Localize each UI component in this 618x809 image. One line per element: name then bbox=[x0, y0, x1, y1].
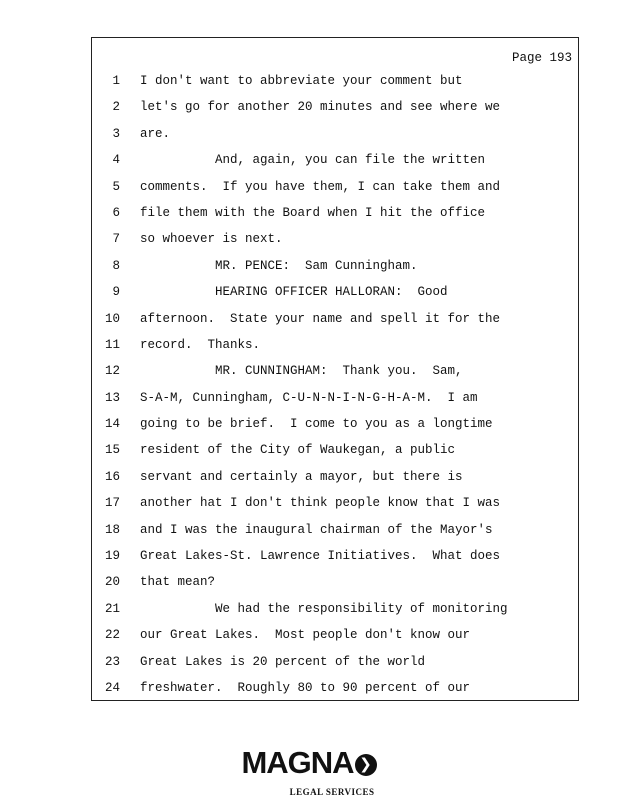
line-number: 2 bbox=[112, 100, 120, 115]
line-number: 12 bbox=[104, 364, 120, 379]
line-number: 17 bbox=[104, 496, 120, 511]
transcript-line bbox=[92, 228, 578, 254]
transcript-line bbox=[92, 360, 578, 386]
line-number: 24 bbox=[104, 680, 120, 695]
line-number: 4 bbox=[112, 153, 120, 168]
logo-tagline: LEGAL SERVICES bbox=[289, 787, 375, 797]
line-number: 7 bbox=[112, 232, 120, 247]
transcript-line bbox=[92, 571, 578, 597]
transcript-line bbox=[92, 308, 578, 334]
transcript-line bbox=[92, 545, 578, 571]
line-number: 10 bbox=[104, 311, 120, 326]
line-text: Great Lakes is 20 percent of the world bbox=[140, 654, 426, 669]
line-text: let's go for another 20 minutes and see where we bbox=[140, 100, 501, 115]
line-text: MR. CUNNINGHAM: Thank you. Sam, bbox=[140, 364, 463, 379]
line-text: And, again, you can file the written bbox=[140, 153, 486, 168]
line-text: Great Lakes-St. Lawrence Initiatives. What does bbox=[140, 549, 501, 564]
transcript-line bbox=[92, 624, 578, 650]
line-number: 6 bbox=[112, 205, 120, 220]
line-text: file them with the Board when I hit the office bbox=[140, 205, 486, 220]
transcript-line bbox=[92, 202, 578, 228]
line-text: so whoever is next. bbox=[140, 232, 283, 247]
line-number: 23 bbox=[104, 654, 120, 669]
line-number: 21 bbox=[104, 601, 120, 616]
line-number: 18 bbox=[104, 522, 120, 537]
line-text: our Great Lakes. Most people don't know our bbox=[140, 628, 471, 643]
transcript-line bbox=[92, 519, 578, 545]
page-number: Page 193 bbox=[511, 51, 572, 65]
line-text: another hat I don't think people know that I was bbox=[140, 496, 501, 511]
arrow-icon: ❯ bbox=[355, 754, 377, 776]
line-number: 9 bbox=[112, 285, 120, 300]
line-number: 1 bbox=[112, 74, 120, 88]
line-text: and I was the inaugural chairman of the Mayor's bbox=[140, 522, 493, 537]
transcript-line bbox=[92, 677, 578, 703]
transcript-line bbox=[92, 334, 578, 360]
transcript-line bbox=[92, 70, 578, 96]
line-number: 22 bbox=[104, 628, 120, 643]
transcript-line bbox=[92, 387, 578, 413]
line-number: 13 bbox=[104, 390, 120, 405]
line-number: 3 bbox=[112, 126, 120, 141]
line-text: record. Thanks. bbox=[140, 337, 261, 352]
transcript-line bbox=[92, 413, 578, 439]
transcript-line bbox=[92, 176, 578, 202]
line-number: 11 bbox=[104, 337, 120, 352]
transcript-line bbox=[92, 123, 578, 149]
transcript-line bbox=[92, 149, 578, 175]
transcript-line bbox=[92, 255, 578, 281]
line-text: freshwater. Roughly 80 to 90 percent of our bbox=[140, 680, 471, 695]
line-text: servant and certainly a mayor, but there is bbox=[140, 469, 463, 484]
line-text: S-A-M, Cunningham, C-U-N-N-I-N-G-H-A-M. I am bbox=[140, 390, 478, 405]
line-number: 20 bbox=[104, 575, 120, 590]
line-text: resident of the City of Waukegan, a public bbox=[140, 443, 456, 458]
transcript-lines bbox=[92, 70, 578, 703]
transcript-line bbox=[92, 651, 578, 677]
transcript-line bbox=[92, 96, 578, 122]
line-text: MR. PENCE: Sam Cunningham. bbox=[140, 258, 418, 273]
line-number: 5 bbox=[112, 179, 120, 194]
transcript-line bbox=[92, 492, 578, 518]
line-number: 19 bbox=[104, 549, 120, 564]
transcript-line bbox=[92, 598, 578, 624]
line-text: are. bbox=[140, 126, 171, 141]
line-text: comments. If you have them, I can take them and bbox=[140, 179, 501, 194]
line-number: 16 bbox=[104, 469, 120, 484]
line-number: 14 bbox=[104, 417, 120, 432]
line-text: that mean? bbox=[140, 575, 216, 590]
line-number: 8 bbox=[112, 258, 120, 273]
line-text: We had the responsibility of monitoring bbox=[140, 601, 508, 616]
transcript-line bbox=[92, 439, 578, 465]
transcript-line bbox=[92, 466, 578, 492]
transcript-page bbox=[91, 37, 579, 701]
line-text: afternoon. State your name and spell it for the bbox=[140, 311, 501, 326]
transcript-line bbox=[92, 281, 578, 307]
line-text: HEARING OFFICER HALLORAN: Good bbox=[140, 285, 448, 300]
line-number: 15 bbox=[104, 443, 120, 458]
line-text: I don't want to abbreviate your comment but bbox=[140, 74, 463, 88]
logo-name: MAGNA bbox=[241, 745, 354, 780]
line-text: going to be brief. I come to you as a longtime bbox=[140, 417, 493, 432]
